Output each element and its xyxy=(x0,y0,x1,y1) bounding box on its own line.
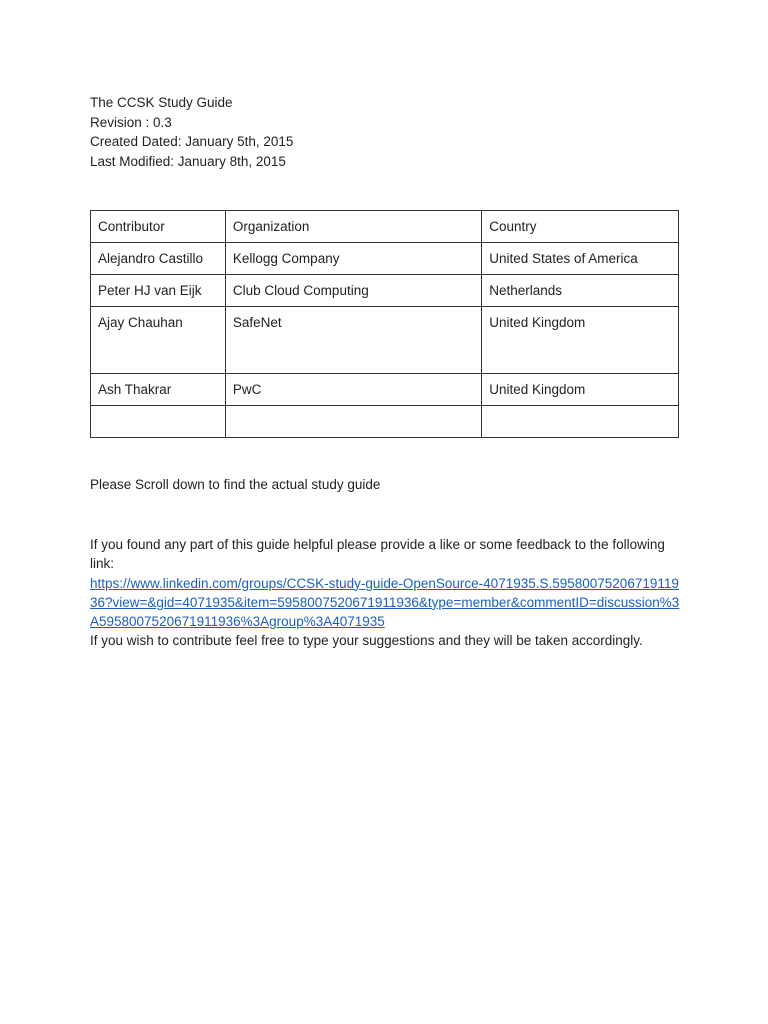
organization-cell: Kellogg Company xyxy=(225,243,481,275)
table-row xyxy=(91,374,679,406)
feedback-intro: If you found any part of this guide helpful please provide a like or some feedback to the following link: xyxy=(90,537,665,572)
country-cell: Netherlands xyxy=(482,275,679,307)
linkedin-link[interactable]: https://www.linkedin.com/groups/CCSK-study-guide-OpenSource-4071935.S.5958007520671911936?view=&gid=4071935&item=5958007520671911936&type=member&commentID=discussion%3A5958007520671911936%3Agroup%3A4071935 xyxy=(90,575,680,630)
country-cell xyxy=(482,406,679,438)
contributor-cell: Peter HJ van Eijk xyxy=(91,275,226,307)
table-row xyxy=(91,275,679,307)
country-cell: United States of America xyxy=(482,243,679,275)
table-row xyxy=(91,243,679,275)
table-row-empty xyxy=(91,406,679,438)
organization-cell: SafeNet xyxy=(225,307,481,374)
column-header-organization: Organization xyxy=(225,211,481,243)
scroll-note: Please Scroll down to find the actual study guide xyxy=(90,477,381,492)
organization-cell: PwC xyxy=(225,374,481,406)
contributor-cell xyxy=(91,406,226,438)
contributors-table xyxy=(90,210,679,438)
last-modified-line: Last Modified: January 8th, 2015 xyxy=(90,153,286,169)
document-title: The CCSK Study Guide xyxy=(90,95,233,110)
document-header xyxy=(90,93,293,171)
country-cell: United Kingdom xyxy=(482,374,679,406)
column-header-contributor: Contributor xyxy=(91,211,226,243)
organization-cell xyxy=(225,406,481,438)
contribute-note: If you wish to contribute feel free to type your suggestions and they will be taken accordingly. xyxy=(90,633,643,649)
organization-cell: Club Cloud Computing xyxy=(225,275,481,307)
table-row xyxy=(91,307,679,374)
feedback-section xyxy=(90,535,680,651)
revision-line: Revision : 0.3 xyxy=(90,114,172,130)
country-cell: United Kingdom xyxy=(482,307,679,374)
column-header-country: Country xyxy=(482,211,679,243)
contributor-cell: Alejandro Castillo xyxy=(91,243,226,275)
contributor-cell: Ajay Chauhan xyxy=(91,307,226,374)
table-header-row xyxy=(91,211,679,243)
contributor-cell: Ash Thakrar xyxy=(91,374,226,406)
created-date-line: Created Dated: January 5th, 2015 xyxy=(90,134,294,149)
